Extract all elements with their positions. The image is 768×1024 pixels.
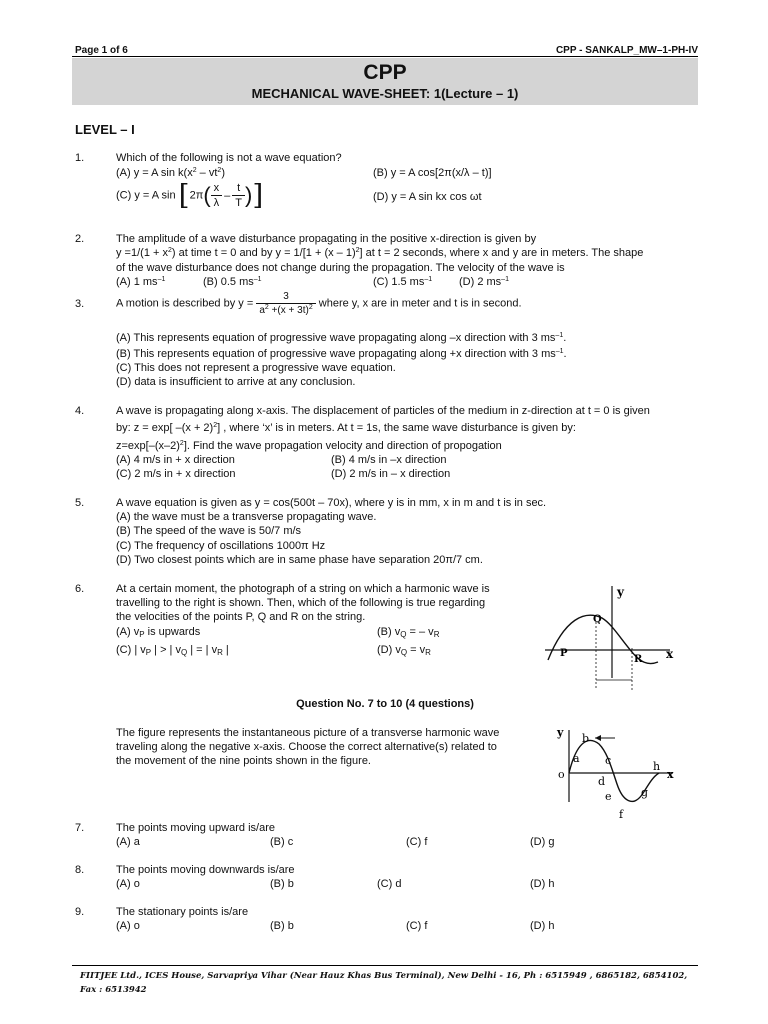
q4-number: 4. xyxy=(75,405,85,417)
banner-subtitle: MECHANICAL WAVE-SHEET: 1(Lecture – 1) xyxy=(251,86,519,101)
q8-option-d: (D) h xyxy=(530,878,555,890)
footer-rule xyxy=(72,965,698,966)
q6-fig-q: Q xyxy=(593,614,602,625)
q2-option-b: (B) 0.5 $ms^{-1}$ xyxy=(203,276,262,288)
q2-number: 2. xyxy=(75,233,85,245)
q2-option-a: (A) 1 $ms^{-1}$ xyxy=(116,276,166,288)
q7-option-d: (D) g xyxy=(530,836,555,848)
q6-option-c: (C) | $v_P$ | > | $v_Q$ | = | $v_R$ | xyxy=(116,644,229,657)
q4-line1: A wave is propagating along x-axis. The displacement of particles of the medium in z-direction at t = 0 is given xyxy=(116,405,650,417)
passage-wave-figure xyxy=(555,722,685,822)
q1-number: 1. xyxy=(75,152,85,164)
q1-option-b: (B) y = A cos[2π(x/λ – t)] xyxy=(373,167,492,179)
q5-option-b: (B) The speed of the wave is 50/7 m/s xyxy=(116,525,302,537)
q4-option-a: (A) 4 m/s in + x direction xyxy=(116,454,235,466)
q8-option-a: (A) o xyxy=(116,878,140,890)
passage-fig-y: y xyxy=(557,726,564,739)
q5-option-a: (A) the wave must be a transverse propagating wave. xyxy=(116,511,377,523)
q3-option-b: (B) This represents equation of progressive wave propagating along +x direction with 3 $ms^{-1}$. xyxy=(116,348,567,360)
q8-text: The points moving downwards is/are xyxy=(116,864,295,876)
q9-option-a: (A) o xyxy=(116,920,140,932)
q3-option-a: (A) This represents equation of progressive wave propagating along –x direction with 3 $ms^{-1}$. xyxy=(116,332,567,344)
q6-option-d: (D) $v_Q = v_R$ xyxy=(377,644,431,657)
q1-option-c: (C) y = A sin [2π( $\frac{x}{\lambda}$ – $\frac{t}{T}$ )] xyxy=(116,178,264,212)
passage-fig-d: d xyxy=(598,775,606,788)
q6-option-a: (A) $v_P$ is upwards xyxy=(116,626,201,639)
q1-option-a: (A) y = A $\sin k(x^2 - vt^2)$ xyxy=(116,167,225,179)
q5-text: A wave equation is given as y = cos(500t – 70x), where y is in mm, x in m and t is in sec. xyxy=(116,497,547,509)
q6-line3: the velocities of the points P, Q and R on the string. xyxy=(116,611,366,623)
q6-fig-x: x xyxy=(666,647,674,661)
section-heading: Question No. 7 to 10 (4 questions) xyxy=(296,698,474,710)
q5-option-c: (C) The frequency of oscillations 1000π Hz xyxy=(116,540,326,552)
q7-text: The points moving upward is/are xyxy=(116,822,275,834)
sheet-code: CPP - SANKALP_MW–1-PH-IV xyxy=(555,45,698,56)
title-banner xyxy=(72,58,698,105)
passage-fig-x: x xyxy=(667,768,674,781)
passage-fig-a: a xyxy=(573,752,580,765)
level-heading: LEVEL – I xyxy=(75,122,135,137)
passage-line1: The figure represents the instantaneous picture of a transverse harmonic wave xyxy=(116,727,500,739)
q9-option-d: (D) h xyxy=(530,920,555,932)
q2-option-d: (D) 2 $ms^{-1}$ xyxy=(459,276,509,288)
passage-fig-f: f xyxy=(619,808,624,821)
q8-option-b: (B) b xyxy=(270,878,294,890)
passage-fig-b: b xyxy=(582,732,590,745)
q7-option-a: (A) a xyxy=(116,836,140,848)
passage-fig-o: o xyxy=(558,768,565,781)
q5-number: 5. xyxy=(75,497,85,509)
q9-option-b: (B) b xyxy=(270,920,294,932)
q4-line3: $z=\exp[-(x-2)^2]$. Find the wave propagation velocity and direction of propogation xyxy=(116,440,502,452)
q7-option-c: (C) f xyxy=(406,836,428,848)
passage-line2: traveling along the negative x-axis. Choose the correct alternative(s) related to xyxy=(116,741,497,753)
q6-fig-y: y xyxy=(617,585,624,599)
q8-number: 8. xyxy=(75,864,85,876)
passage-fig-g: g xyxy=(641,786,649,799)
q2-line1: The amplitude of a wave disturbance propagating in the positive x-direction is given by xyxy=(116,233,537,245)
q4-option-b: (B) 4 m/s in –x direction xyxy=(331,454,447,466)
q7-number: 7. xyxy=(75,822,85,834)
q6-number: 6. xyxy=(75,583,85,595)
q6-line1: At a certain moment, the photograph of a string on which a harmonic wave is xyxy=(116,583,490,595)
q3-number: 3. xyxy=(75,298,85,310)
q5-option-d: (D) Two closest points which are in same phase have separation 20π/7 cm. xyxy=(116,554,483,566)
q6-fig-p: P xyxy=(560,648,568,659)
header-rule xyxy=(72,56,698,57)
q4-option-c: (C) 2 m/s in + x direction xyxy=(116,468,236,480)
q2-line3: of the wave disturbance does not change during the propagation. The velocity of the wave is xyxy=(116,262,565,274)
q3-stem: A motion is described by y = $\frac{3}{a^2 +(x + 3t)^2}$ where y, x are in meter and t is in second. xyxy=(116,291,522,316)
page-number: Page 1 of 6 xyxy=(75,45,128,56)
q2-option-c: (C) 1.5 $ms^{-1}$ xyxy=(373,276,433,288)
q9-option-c: (C) f xyxy=(406,920,428,932)
banner-title: CPP xyxy=(363,61,407,84)
q4-option-d: (D) 2 m/s in – x direction xyxy=(331,468,451,480)
q9-text: The stationary points is/are xyxy=(116,906,249,918)
q6-line2: travelling to the right is shown. Then, which of the following is true regarding xyxy=(116,597,486,609)
q6-wave-figure xyxy=(540,578,690,693)
q3-option-d: (D) data is insufficient to arrive at any conclusion. xyxy=(116,376,356,388)
q8-option-c: (C) d xyxy=(377,878,402,890)
q7-option-b: (B) c xyxy=(270,836,294,848)
q4-line2: by: z = exp[ $-(x + 2)^2$] , where ‘x’ is in meters. At t = 1s, the same wave disturbance is given by: xyxy=(116,422,576,434)
passage-fig-e: e xyxy=(605,790,612,803)
passage-fig-h: h xyxy=(653,760,661,773)
q1-option-d: (D) y = A sin kx cos ωt xyxy=(373,191,482,203)
passage-fig-c: c xyxy=(605,754,612,767)
q6-fig-r: R xyxy=(634,654,643,665)
q2-line2: $y =1/(1 + x^2)$ at time t = 0 and by y = 1/[1 + (x – 1)$^2$] at t = 2 seconds, where x and y are in meters. The shape xyxy=(116,247,644,259)
passage-line3: the movement of the nine points shown in the figure. xyxy=(116,755,371,767)
q3-option-c: (C) This does not represent a progressive wave equation. xyxy=(116,362,396,374)
footer-address: FIITJEE Ltd., ICES House, Sarvapriya Vihar (Near Hauz Khas Bus Terminal), New Delhi - 16, Ph : 6515949 , 6865182, 6854102, Fax : 6513942 xyxy=(80,971,688,995)
q9-number: 9. xyxy=(75,906,85,918)
q1-text: Which of the following is not a wave equation? xyxy=(116,152,342,164)
q6-option-b: (B) $v_Q$ = – $v_R$ xyxy=(377,626,440,639)
